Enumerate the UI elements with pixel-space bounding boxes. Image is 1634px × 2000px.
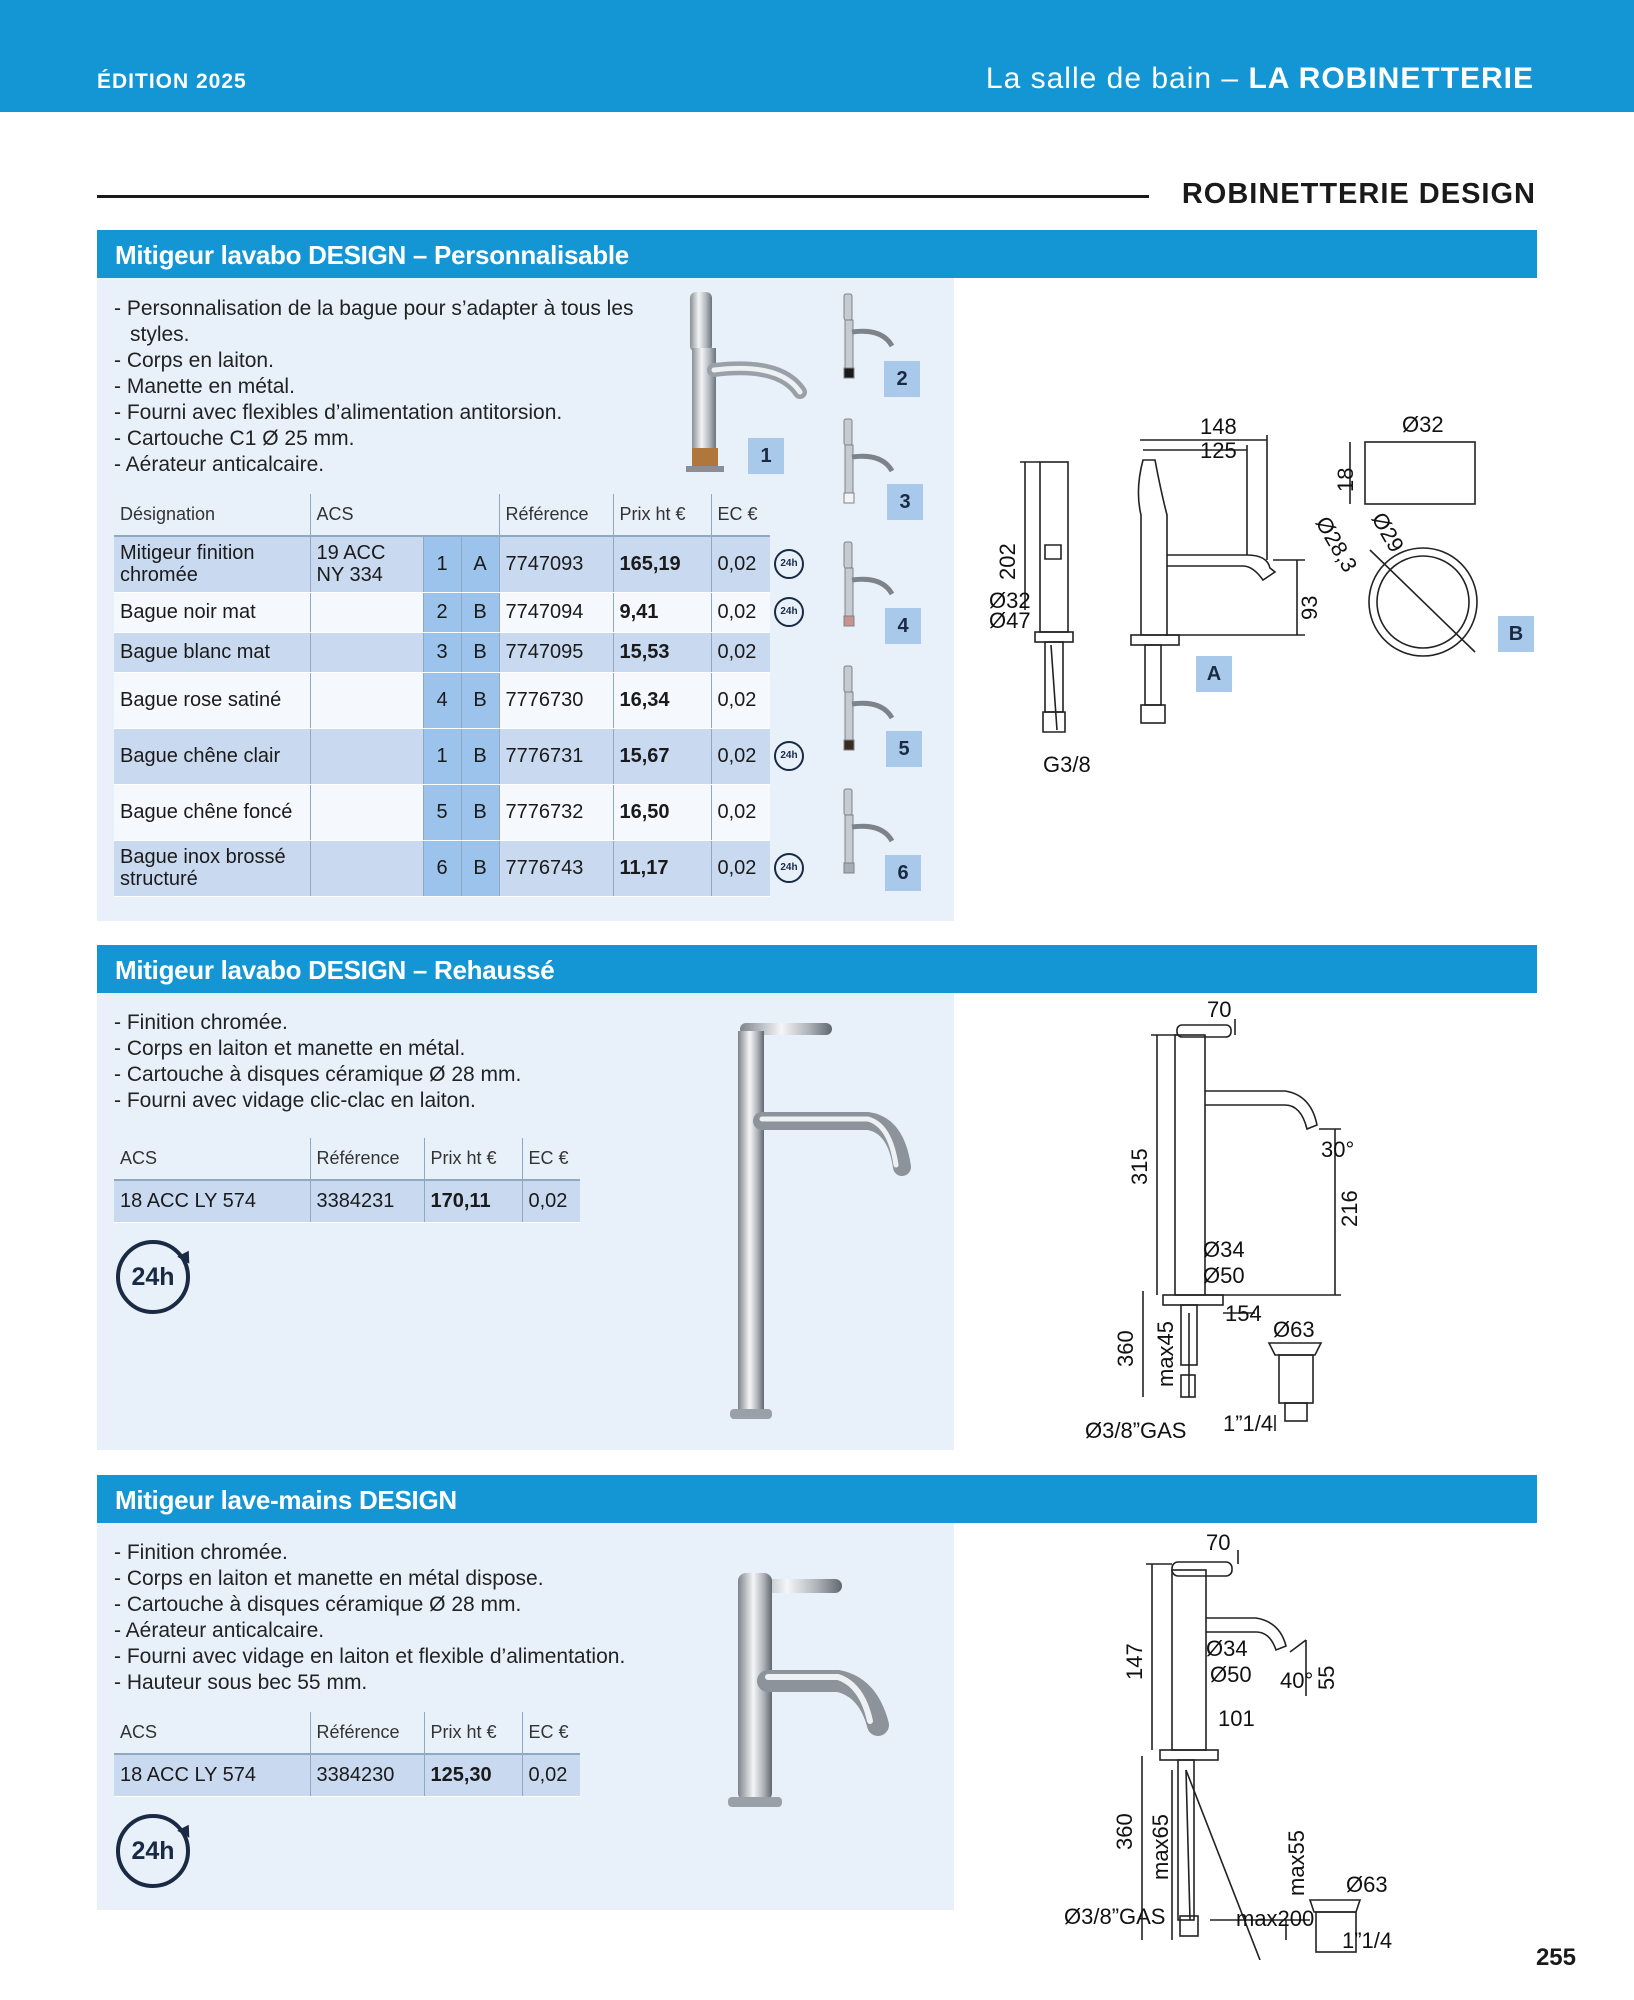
cell-number: 3 xyxy=(423,632,461,672)
col-header: Désignation xyxy=(114,494,310,536)
product-1-technical-drawing xyxy=(985,400,1545,790)
cell-ec: 0,02 xyxy=(711,840,770,896)
product-1-table xyxy=(114,494,770,897)
table-header-row xyxy=(114,494,770,536)
cell-type: A xyxy=(461,536,499,592)
cell-designation: Bague chêne clair xyxy=(114,728,310,784)
table-header-row xyxy=(114,1138,580,1180)
cell-number: 1 xyxy=(423,728,461,784)
feature-item: - Cartouche à disques céramique Ø 28 mm. xyxy=(114,1593,522,1616)
edition-label: ÉDITION 2025 xyxy=(97,70,247,93)
cell-acs: 18 ACC LY 574 xyxy=(114,1754,310,1796)
table-row xyxy=(114,1180,580,1222)
feature-item: - Fourni avec vidage clic-clac en laiton. xyxy=(114,1089,476,1112)
table-row xyxy=(114,728,770,784)
cell-ref: 3384230 xyxy=(310,1754,424,1796)
dim-202: 202 xyxy=(995,543,1020,580)
col-header: ACS xyxy=(114,1138,310,1180)
dim-30deg: 30° xyxy=(1321,1137,1355,1162)
drawing-tag-b: B xyxy=(1498,616,1534,652)
table-row xyxy=(114,536,770,592)
product-1-features xyxy=(114,296,654,478)
faucet-photo-3 xyxy=(718,1565,898,1815)
dim-148: 148 xyxy=(1200,414,1237,439)
cell-prix: 16,50 xyxy=(613,784,711,840)
dim-70: 70 xyxy=(1207,997,1232,1022)
cell-ref: 7747095 xyxy=(499,632,613,672)
col-header: Référence xyxy=(310,1138,424,1180)
cell-ec: 0,02 xyxy=(711,632,770,672)
dim-d63: Ø63 xyxy=(1346,1872,1388,1897)
delivery-24h-icon: 24h xyxy=(774,549,804,579)
feature-item: - Manette en métal. xyxy=(114,375,295,398)
cell-ref: 7776743 xyxy=(499,840,613,896)
col-header: Prix ht € xyxy=(424,1138,522,1180)
cell-number: 5 xyxy=(423,784,461,840)
cell-ec: 0,02 xyxy=(711,536,770,592)
dim-gas: Ø3/8”GAS xyxy=(1064,1904,1166,1929)
dim-max45: max45 xyxy=(1153,1320,1178,1387)
col-header: Référence xyxy=(499,494,613,536)
cell-ref: 7776732 xyxy=(499,784,613,840)
table-row xyxy=(114,840,770,896)
dim-216: 216 xyxy=(1337,1190,1362,1227)
section-rule xyxy=(97,195,1149,198)
col-header: EC € xyxy=(522,1138,580,1180)
cell-type: B xyxy=(461,592,499,632)
col-header: Prix ht € xyxy=(613,494,711,536)
cell-designation: Bague blanc mat xyxy=(114,632,310,672)
cell-prix: 11,17 xyxy=(613,840,711,896)
dim-ring-29: Ø29 xyxy=(1366,508,1410,557)
cell-acs xyxy=(310,728,423,784)
running-title-part1: La salle de bain – xyxy=(985,62,1240,95)
cell-acs xyxy=(310,592,423,632)
cell-ec: 0,02 xyxy=(522,1754,580,1796)
dim-114: 1”1/4 xyxy=(1342,1928,1393,1953)
dim-d34: Ø34 xyxy=(1203,1237,1245,1262)
cell-type: B xyxy=(461,728,499,784)
cell-ec: 0,02 xyxy=(711,592,770,632)
dim-ring-18: 18 xyxy=(1333,467,1358,492)
dim-d50: Ø50 xyxy=(1203,1263,1245,1288)
feature-item: - Finition chromée. xyxy=(114,1011,288,1034)
table-header-row xyxy=(114,1712,580,1754)
col-header: ACS xyxy=(114,1712,310,1754)
dim-55: 55 xyxy=(1314,1665,1339,1690)
delivery-24h-icon: 24h xyxy=(774,741,804,771)
cell-ec: 0,02 xyxy=(522,1180,580,1222)
dim-max55: max55 xyxy=(1284,1829,1309,1896)
product-3-title: Mitigeur lave-mains DESIGN xyxy=(97,1475,1537,1523)
dim-d50: Ø50 xyxy=(1210,1662,1252,1687)
cell-ref: 7747094 xyxy=(499,592,613,632)
dim-360: 360 xyxy=(1112,1813,1137,1850)
cell-prix: 15,67 xyxy=(613,728,711,784)
feature-item: - Personnalisation de la bague pour s’adapter à tous les styles. xyxy=(114,297,634,346)
page-number: 255 xyxy=(1535,1944,1576,1971)
dim-154: 154 xyxy=(1225,1301,1262,1326)
cell-ref: 3384231 xyxy=(310,1180,424,1222)
faucet-photo-2 xyxy=(718,1015,918,1430)
cell-ref: 7776730 xyxy=(499,672,613,728)
cell-acs: 18 ACC LY 574 xyxy=(114,1180,310,1222)
dim-gas: Ø3/8”GAS xyxy=(1085,1418,1187,1443)
dim-max200: max200 xyxy=(1236,1906,1315,1931)
cell-acs xyxy=(310,632,423,672)
feature-item: - Hauteur sous bec 55 mm. xyxy=(114,1671,368,1694)
cell-ec: 0,02 xyxy=(711,784,770,840)
photo-tag-1: 1 xyxy=(748,438,784,474)
feature-item: - Aérateur anticalcaire. xyxy=(114,1619,325,1642)
dim-d63: Ø63 xyxy=(1273,1317,1315,1342)
delivery-24h-icon: 24h xyxy=(774,853,804,883)
dim-ring-283: Ø28,3 xyxy=(1310,512,1363,577)
table-row xyxy=(114,784,770,840)
feature-item: - Corps en laiton. xyxy=(114,349,274,372)
dim-315: 315 xyxy=(1127,1148,1152,1185)
feature-item: - Aérateur anticalcaire. xyxy=(114,453,325,476)
dim-max65: max65 xyxy=(1148,1813,1173,1880)
faucet-photo-1 xyxy=(670,288,820,478)
cell-ec: 0,02 xyxy=(711,728,770,784)
dim-147: 147 xyxy=(1122,1643,1147,1680)
dim-40deg: 40° xyxy=(1280,1668,1314,1693)
photo-tag-2: 2 xyxy=(884,361,920,397)
cell-designation: Bague inox brossé structuré xyxy=(114,840,310,896)
feature-item: - Cartouche C1 Ø 25 mm. xyxy=(114,427,355,450)
cell-prix: 170,11 xyxy=(424,1180,522,1222)
cell-acs xyxy=(310,784,423,840)
feature-item: - Corps en laiton et manette en métal dispose. xyxy=(114,1567,544,1590)
photo-tag-6: 6 xyxy=(885,855,921,891)
cell-prix: 15,53 xyxy=(613,632,711,672)
feature-item: - Fourni avec vidage en laiton et flexible d’alimentation. xyxy=(114,1645,626,1668)
col-header: Référence xyxy=(310,1712,424,1754)
feature-item: - Corps en laiton et manette en métal. xyxy=(114,1037,466,1060)
cell-ref: 7776731 xyxy=(499,728,613,784)
cell-prix: 16,34 xyxy=(613,672,711,728)
col-header: Prix ht € xyxy=(424,1712,522,1754)
dim-d47: Ø47 xyxy=(989,608,1031,633)
dim-ring-d32: Ø32 xyxy=(1402,412,1444,437)
cell-type: B xyxy=(461,840,499,896)
running-title-part2: LA ROBINETTERIE xyxy=(1248,62,1534,95)
cell-ref: 7747093 xyxy=(499,536,613,592)
running-title xyxy=(986,62,1534,96)
col-header: EC € xyxy=(522,1712,580,1754)
product-2-table xyxy=(114,1138,580,1223)
photo-tag-5: 5 xyxy=(886,731,922,767)
cell-designation: Mitigeur finition chromée xyxy=(114,536,310,592)
cell-ec: 0,02 xyxy=(711,672,770,728)
product-3-features xyxy=(114,1540,714,1696)
cell-number: 2 xyxy=(423,592,461,632)
section-title: ROBINETTERIE DESIGN xyxy=(1181,178,1536,210)
cell-prix: 9,41 xyxy=(613,592,711,632)
product-2-features xyxy=(114,1010,674,1114)
delivery-24h-icon: 24h xyxy=(116,1240,190,1314)
table-row xyxy=(114,672,770,728)
header-bar xyxy=(0,0,1634,112)
dim-93: 93 xyxy=(1297,595,1322,620)
product-2-technical-drawing xyxy=(1085,995,1375,1455)
cell-designation: Bague chêne foncé xyxy=(114,784,310,840)
dim-g38: G3/8 xyxy=(1043,752,1091,777)
delivery-24h-icon: 24h xyxy=(116,1814,190,1888)
product-1-title: Mitigeur lavabo DESIGN – Personnalisable xyxy=(97,230,1537,278)
drawing-tag-a: A xyxy=(1196,656,1232,692)
cell-designation: Bague noir mat xyxy=(114,592,310,632)
dim-114: 1”1/4 xyxy=(1223,1411,1274,1436)
dim-125: 125 xyxy=(1200,438,1237,463)
cell-number: 4 xyxy=(423,672,461,728)
dim-101: 101 xyxy=(1218,1706,1255,1731)
feature-item: - Finition chromée. xyxy=(114,1541,288,1564)
product-3-technical-drawing xyxy=(1060,1520,1420,1960)
feature-item: - Fourni avec flexibles d’alimentation antitorsion. xyxy=(114,401,563,424)
dim-d34: Ø34 xyxy=(1206,1636,1248,1661)
cell-number: 1 xyxy=(423,536,461,592)
dim-360: 360 xyxy=(1113,1330,1138,1367)
cell-prix: 125,30 xyxy=(424,1754,522,1796)
photo-tag-4: 4 xyxy=(885,608,921,644)
cell-prix: 165,19 xyxy=(613,536,711,592)
cell-designation: Bague rose satiné xyxy=(114,672,310,728)
dim-d32: Ø32 xyxy=(989,588,1031,613)
product-2-title: Mitigeur lavabo DESIGN – Rehaussé xyxy=(97,945,1537,993)
cell-type: B xyxy=(461,632,499,672)
photo-tag-3: 3 xyxy=(887,484,923,520)
feature-item: - Cartouche à disques céramique Ø 28 mm. xyxy=(114,1063,522,1086)
cell-type: B xyxy=(461,672,499,728)
table-row xyxy=(114,592,770,632)
cell-acs xyxy=(310,672,423,728)
cell-acs xyxy=(310,840,423,896)
table-row xyxy=(114,1754,580,1796)
table-row xyxy=(114,632,770,672)
cell-type: B xyxy=(461,784,499,840)
col-header: EC € xyxy=(711,494,770,536)
cell-acs: 19 ACC NY 334 xyxy=(310,536,423,592)
col-header: ACS xyxy=(310,494,423,536)
product-3-table xyxy=(114,1712,580,1797)
cell-number: 6 xyxy=(423,840,461,896)
delivery-24h-icon: 24h xyxy=(774,597,804,627)
dim-70: 70 xyxy=(1206,1530,1231,1555)
